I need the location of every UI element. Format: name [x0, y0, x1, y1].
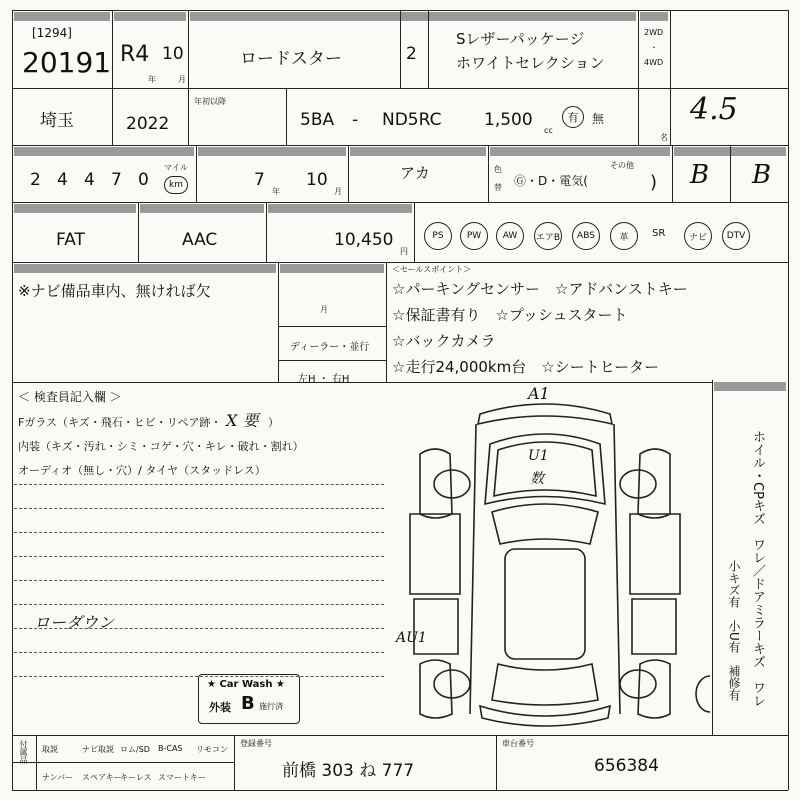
- mileage-digit-5: 0: [138, 170, 149, 190]
- mei-mark: 名: [660, 133, 668, 142]
- dealer-label: ディーラー・並行: [290, 342, 370, 353]
- mark-side: AU1: [396, 630, 427, 646]
- header-bar-right: [714, 382, 786, 391]
- small-label: 年初以降: [194, 97, 226, 106]
- reg-month: 10: [162, 44, 184, 64]
- inspection-tsuki: 月: [334, 187, 342, 196]
- col-divider: [488, 145, 489, 202]
- unit-mile: マイル: [164, 163, 188, 172]
- header-bar-name: [190, 12, 636, 21]
- car-grade-line1: Sレザーパッケージ: [456, 30, 585, 48]
- header-bar-color: [350, 147, 486, 156]
- ac-type: AAC: [182, 230, 218, 250]
- equip-plate: ナンバー: [42, 773, 74, 782]
- border-right: [788, 10, 789, 790]
- inspector-glass-mark: X 要: [226, 411, 259, 430]
- dash-line: [14, 484, 384, 485]
- car-grade-line2: ホワイトセレクション: [456, 54, 605, 72]
- border-left: [12, 10, 13, 790]
- row-divider: [12, 88, 788, 89]
- col-divider: [670, 10, 671, 145]
- mark-hood: U1: [528, 448, 549, 464]
- color-name: アカ: [400, 164, 430, 182]
- nen-mark: 年: [148, 75, 156, 84]
- col-divider: [386, 262, 387, 382]
- equip-keyless: キーレス: [120, 773, 152, 782]
- shift-type: FAT: [56, 230, 85, 250]
- equip-fuel: Ⓖ・D・電気(: [514, 174, 588, 188]
- mileage-digit-2: 4: [57, 170, 68, 190]
- col-divider: [196, 145, 197, 202]
- car-name: ロードスター: [240, 49, 342, 69]
- equip-manual: 取説: [42, 745, 58, 754]
- equip-navi-manual: ナビ取説: [82, 745, 114, 754]
- chassis-label: 車台番号: [502, 739, 534, 748]
- engine-cc: 1,500: [484, 110, 533, 130]
- right-column-line2: 小キズ有 小U有 補修有: [727, 560, 741, 701]
- header-bar-year: [114, 12, 186, 21]
- equip-smart-key: スマートキー: [158, 773, 206, 782]
- cc-unit: cc: [544, 126, 553, 135]
- col-divider: [188, 10, 189, 145]
- car-diagram: [380, 384, 710, 734]
- equip-bcas: B-CAS: [158, 744, 183, 753]
- mileage-digit-4: 7: [111, 170, 122, 190]
- region: 埼玉: [40, 111, 74, 131]
- recycle-unit: 円: [400, 247, 408, 256]
- color-label-iro: 色: [494, 165, 502, 174]
- notes-line1: ※ナビ備品車内、無ければ欠: [18, 282, 211, 300]
- dash-line: [14, 580, 384, 581]
- sales-item: ☆保証書有り ☆プッシュスタート: [392, 306, 628, 324]
- plate-value: 前橋 303 ね 777: [282, 761, 415, 781]
- col-divider: [712, 380, 713, 735]
- option-abs: ABS: [572, 222, 600, 250]
- inspection-nen: 年: [272, 187, 280, 196]
- header-bar-inspection: [198, 147, 346, 156]
- inspection-month: 10: [306, 170, 328, 190]
- recycle-amount: 10,450: [334, 230, 394, 250]
- dealer-divider: [278, 326, 386, 327]
- col-divider: [638, 10, 639, 145]
- header-bar-equip: [490, 147, 670, 156]
- equip-spare-key: スペアキー: [82, 773, 122, 782]
- option-aw: AW: [496, 222, 524, 250]
- inspector-glass: Fガラス（キズ・飛石・ヒビ・リペア跡・: [18, 416, 222, 429]
- drive-2wd: 2WD: [644, 28, 664, 37]
- col-divider: [112, 10, 113, 88]
- option-airbag: エアB: [534, 222, 562, 250]
- interior-grade: B: [690, 160, 710, 190]
- row-divider: [12, 262, 788, 263]
- car-doors: 2: [406, 44, 417, 64]
- col-divider: [414, 202, 415, 262]
- sales-item: ☆バックカメラ: [392, 332, 496, 350]
- sales-item: ☆パーキングセンサー ☆アドバンストキー: [392, 280, 688, 298]
- model-dash: -: [352, 110, 359, 130]
- dash-line: [14, 556, 384, 557]
- lot-number: 20191: [22, 46, 112, 79]
- car-wash-grade: B: [241, 693, 255, 714]
- exterior-grade: B: [752, 160, 772, 190]
- dash-line: [14, 532, 384, 533]
- sonota-label: その他: [610, 161, 634, 170]
- equip-remote: リモコン: [196, 745, 228, 754]
- chassis-value: 656384: [594, 756, 659, 776]
- car-wash-sub: 施行済: [259, 702, 283, 711]
- option-navi: ナビ: [684, 222, 712, 250]
- lot-code: [1294]: [32, 26, 72, 40]
- equip-end: ): [650, 172, 658, 193]
- col-divider: [36, 735, 37, 790]
- dealer-month: 月: [320, 305, 328, 314]
- reg-era-year: R4: [120, 42, 150, 67]
- header-bar-recycle: [268, 204, 412, 213]
- mileage-digit-1: 2: [30, 170, 41, 190]
- sales-header: ＜セールスポイント＞: [392, 265, 472, 274]
- col-divider: [400, 10, 401, 88]
- car-wash-label: 外装: [209, 701, 231, 714]
- inspector-header: ＜ 検査員記入欄 ＞: [18, 390, 122, 404]
- plate-label: 登録番号: [240, 739, 272, 748]
- header-bar-shift: [14, 204, 136, 213]
- sales-item: ☆走行24,000km台 ☆シートヒーター: [392, 358, 660, 376]
- col-divider: [496, 735, 497, 790]
- car-wash-title: ★ Car Wash ★: [207, 679, 285, 690]
- col-divider: [286, 88, 287, 145]
- inspector-glass-end: ）: [268, 416, 279, 429]
- equipment-side: 付属品: [19, 740, 28, 764]
- dash-line: [14, 652, 384, 653]
- mileage-digit-3: 4: [84, 170, 95, 190]
- header-bar-mileage: [14, 147, 194, 156]
- model-prefix: 5BA: [300, 110, 335, 130]
- model-code: ND5RC: [382, 110, 442, 130]
- mark-hood2: 数: [530, 471, 544, 487]
- col-divider: [428, 10, 429, 88]
- ari-circle: 有: [562, 106, 584, 128]
- inspection-year: 7: [254, 170, 265, 190]
- unit-km-circle: km: [164, 176, 188, 194]
- border-bottom: [12, 790, 788, 791]
- row-divider: [12, 382, 712, 383]
- equip-rom-sd: ロム/SD: [120, 745, 150, 754]
- car-wash-stamp: [198, 674, 300, 724]
- dash-line: [14, 508, 384, 509]
- col-divider: [672, 145, 673, 202]
- overall-score: 4.5: [690, 92, 738, 127]
- tsuki-mark: 月: [178, 75, 186, 84]
- option-pw: PW: [460, 222, 488, 250]
- mark-top: A1: [528, 384, 550, 403]
- col-divider: [112, 88, 113, 145]
- col-divider: [138, 202, 139, 262]
- drive-4wd: 4WD: [644, 58, 664, 67]
- equip-divider: [12, 762, 234, 763]
- col-divider: [348, 145, 349, 202]
- reg-year-western: 2022: [126, 114, 170, 134]
- row-divider: [12, 202, 788, 203]
- inspector-audio: オーディオ（無し・穴）/ タイヤ（スタッドレス）: [18, 464, 266, 477]
- col-divider: [266, 202, 267, 262]
- option-ps: PS: [424, 222, 452, 250]
- right-column-line1: ホイル・CPキズ ワレ／ドアミラーキズ ワレ: [750, 430, 765, 707]
- header-bar-drive: [640, 12, 668, 21]
- inspector-interior: 内装（キズ・汚れ・シミ・コゲ・穴・キレ・破れ・割れ）: [18, 440, 304, 453]
- dash-line: [14, 604, 384, 605]
- nashi: 無: [592, 112, 605, 126]
- dealer-divider: [278, 360, 386, 361]
- header-bar-dealer: [280, 264, 384, 273]
- inspector-handwritten: ローダウン: [34, 613, 115, 632]
- drive-dot: ・: [650, 43, 658, 52]
- col-divider: [234, 735, 235, 790]
- option-dtv: DTV: [722, 222, 750, 250]
- col-divider: [278, 262, 279, 382]
- header-bar-ac: [140, 204, 264, 213]
- header-bar-lot: [14, 12, 110, 21]
- color-label-ban: 替: [494, 183, 502, 192]
- header-bar-notes: [14, 264, 276, 273]
- col-divider: [730, 145, 731, 202]
- option-leather: 革: [610, 222, 638, 250]
- dealer-hand: 左H ・ 右H: [298, 374, 350, 385]
- option-sunroof: SR: [652, 228, 666, 239]
- row-divider: [12, 735, 788, 736]
